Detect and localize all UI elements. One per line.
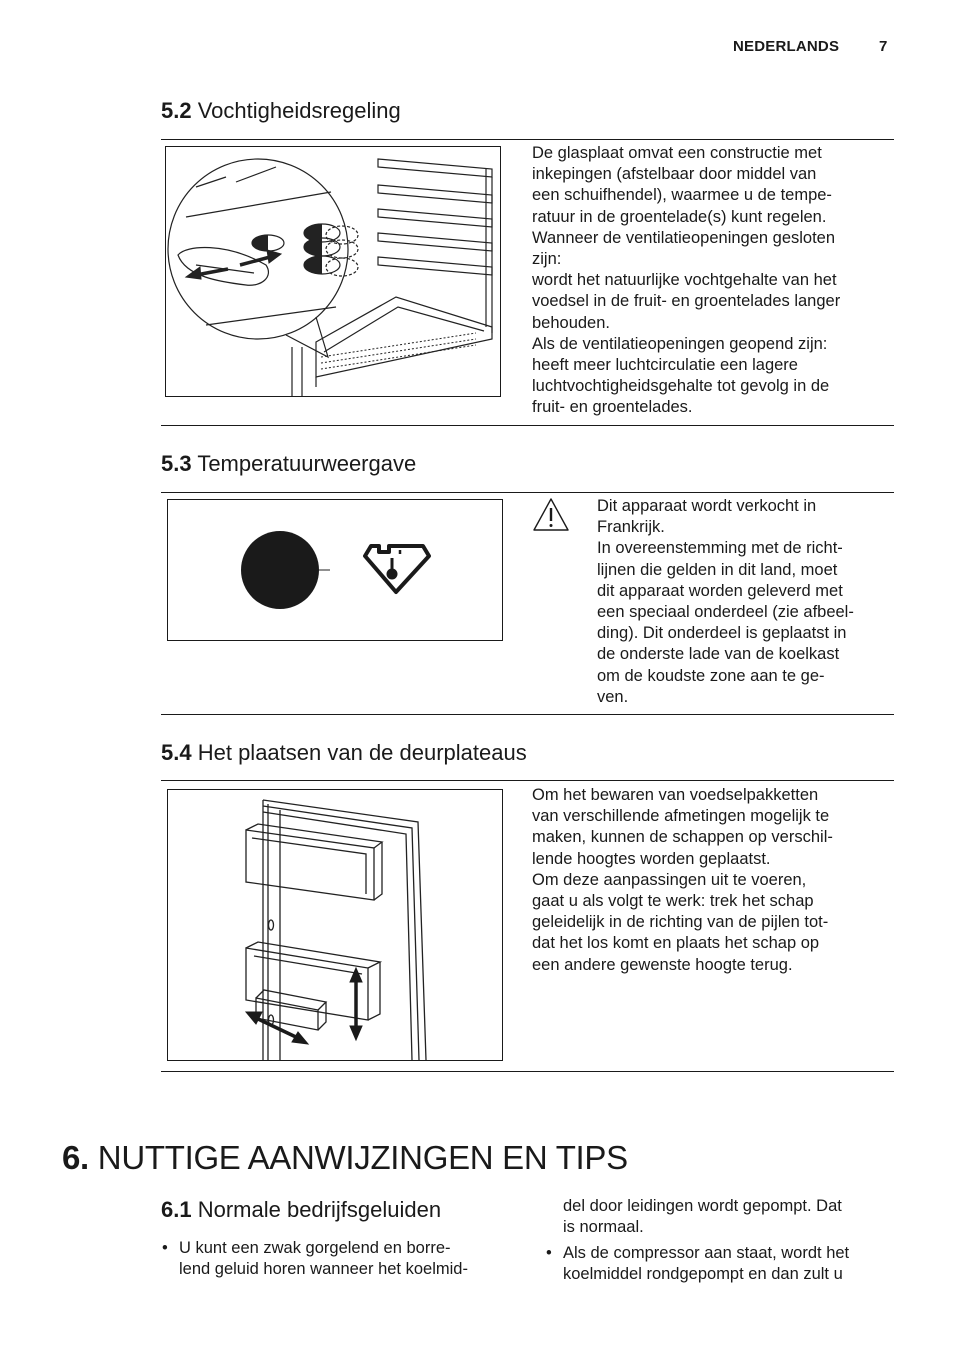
page-number: 7 <box>879 38 888 55</box>
list-item-line: U kunt een zwak gorgelend en borre- <box>179 1239 451 1257</box>
chapter-number: 6. <box>62 1139 89 1176</box>
text-5-3-line: ven. <box>597 687 629 706</box>
text-5-3-line: om de koudste zone aan te ge- <box>597 666 825 685</box>
text-5-3-line: lijnen die gelden in dit land, moet <box>597 560 838 579</box>
text-5-2-line: fruit- en groentelades. <box>532 398 693 417</box>
rule-5-4-bottom <box>161 1071 894 1072</box>
text-5-2-line: Als de ventilatieopeningen geopend zijn: <box>532 334 828 353</box>
text-5-3 <box>597 496 854 708</box>
list-item <box>162 1238 468 1280</box>
text-5-4-line: van verschillende afmetingen mogelijk te <box>532 807 830 826</box>
text-5-4-line: geleidelijk in de richting van de pijlen tot- <box>532 913 829 932</box>
list-item-line: del door leidingen wordt gepompt. Dat <box>563 1197 842 1215</box>
text-5-4-line: dat het los komt en plaats het schap op <box>532 934 820 953</box>
bullet-dot: • <box>162 1239 168 1257</box>
text-5-2-line: voedsel in de fruit- en groentelades langer <box>532 292 841 311</box>
text-5-3-line: Frankrijk. <box>597 518 665 537</box>
text-5-4-line: een andere gewenste hoogte terug. <box>532 955 793 974</box>
warning-icon <box>532 497 570 538</box>
list-item-line: Als de compressor aan staat, wordt het <box>563 1244 850 1262</box>
heading-5-2 <box>161 98 401 124</box>
text-5-2-line: De glasplaat omvat een constructie met <box>532 144 822 162</box>
figure-temperature-indicator <box>167 499 503 641</box>
list-item-continuation <box>563 1196 842 1238</box>
text-5-2-line: Wanneer de ventilatieopeningen gesloten <box>532 228 836 247</box>
heading-5-4 <box>161 740 527 766</box>
rule-5-2-top <box>161 139 894 140</box>
text-5-2-line: ratuur in de groentelade(s) kunt regelen. <box>532 207 827 226</box>
heading-6-1-title: Normale bedrijfsgeluiden <box>197 1197 442 1222</box>
temperature-indicator-illustration <box>168 500 502 640</box>
list-item-line: koelmiddel rondgepompt en dan zult u <box>563 1265 843 1284</box>
text-5-4-line: gaat u als volgt te werk: trek het schap <box>532 892 814 911</box>
heading-5-4-title: Het plaatsen van de deurplateaus <box>197 740 527 765</box>
rule-5-3-bottom <box>161 714 894 715</box>
text-5-2 <box>532 143 840 419</box>
list-item <box>546 1243 850 1285</box>
text-5-2-line: zijn: <box>532 250 562 269</box>
thermometer-indicator-icon <box>365 546 429 592</box>
text-5-4-line: maken, kunnen de schappen op verschil- <box>532 828 833 847</box>
text-5-3-line: In overeenstemming met de richt- <box>597 539 843 558</box>
text-5-2-line: behouden. <box>532 313 610 332</box>
rule-5-3-top <box>161 492 894 493</box>
bullet-dot: • <box>546 1244 552 1262</box>
heading-5-3-title: Temperatuurweergave <box>197 451 417 476</box>
text-5-3-line: Dit apparaat wordt verkocht in <box>597 497 817 515</box>
text-5-2-line: een schuifhendel), waarmee u de tempe- <box>532 186 832 205</box>
heading-5-2-number: 5.2 <box>161 98 192 123</box>
chapter-title: NUTTIGE AANWIJZINGEN EN TIPS <box>97 1139 628 1176</box>
text-5-2-line: luchtvochtigheidsgehalte tot gevolg in de <box>532 377 830 396</box>
heading-6-1 <box>161 1197 441 1223</box>
heading-5-2-title: Vochtigheidsregeling <box>197 98 401 123</box>
text-5-4-line: lende hoogtes worden geplaatst. <box>532 849 771 868</box>
text-5-2-line: inkepingen (afstelbaar door middel van <box>532 165 817 184</box>
text-5-4-line: Om deze aanpassingen uit te voeren, <box>532 870 807 889</box>
heading-5-3-number: 5.3 <box>161 451 192 476</box>
header-language: NEDERLANDS <box>733 38 840 55</box>
figure-door-shelves <box>167 789 503 1061</box>
text-5-2-line: heeft meer luchtcirculatie een lagere <box>532 356 798 375</box>
chapter-heading <box>62 1138 628 1178</box>
figure-humidity-control <box>165 146 501 397</box>
door-shelves-illustration <box>168 790 502 1060</box>
text-5-2-line: wordt het natuurlijke vochtgehalte van het <box>532 271 837 290</box>
heading-5-4-number: 5.4 <box>161 740 192 765</box>
rule-5-2-bottom <box>161 425 894 426</box>
text-5-3-line: ding). Dit onderdeel is geplaatst in <box>597 624 847 643</box>
text-5-4 <box>532 785 833 976</box>
list-item-line: lend geluid horen wanneer het koelmid- <box>179 1260 468 1279</box>
heading-6-1-number: 6.1 <box>161 1197 192 1222</box>
text-5-3-line: dit apparaat worden geleverd met <box>597 581 843 600</box>
humidity-control-illustration <box>166 147 500 396</box>
text-5-4-line: Om het bewaren van voedselpakketten <box>532 786 819 804</box>
list-item-line: is normaal. <box>563 1218 644 1237</box>
text-5-3-line: de onderste lade van de koelkast <box>597 645 840 664</box>
rule-5-4-top <box>161 780 894 781</box>
text-5-3-line: een speciaal onderdeel (zie afbeel- <box>597 603 854 622</box>
indicator-disc-icon <box>241 531 319 609</box>
heading-5-3 <box>161 451 416 477</box>
